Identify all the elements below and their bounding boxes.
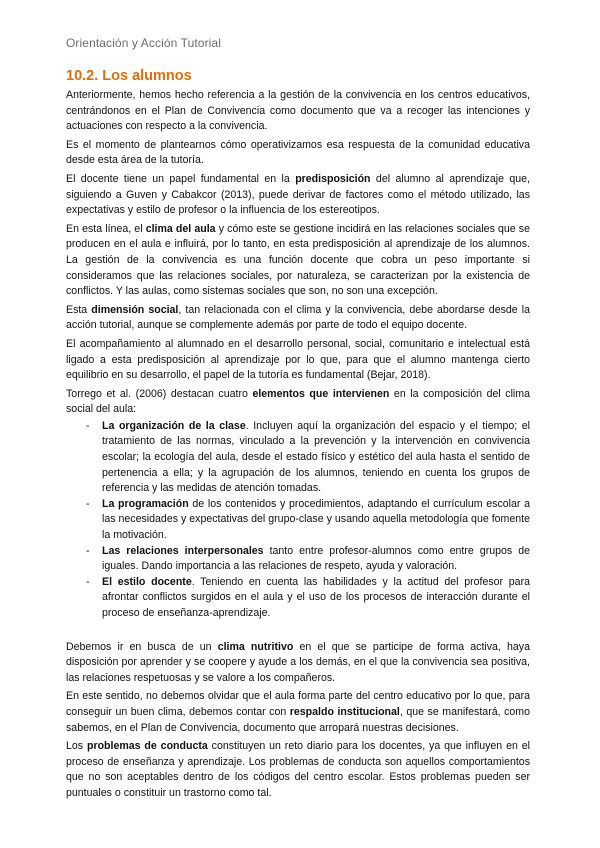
emphasis: respaldo institucional xyxy=(289,705,400,718)
list-item: - Las relaciones interpersonales tanto entre profesor-alumnos como entre grupos de iguales. Dando importancia a las relaciones de respeto, ayuda y valoración. xyxy=(86,544,530,573)
paragraph: En este sentido, no debemos olvidar que el aula forma parte del centro educativo por lo que, para conseguir un buen clima, debemos contar con respaldo institucional, que se manifestará, como sabemos, en el Plan de Convivencia, documento que arropará nuestras decisiones. xyxy=(66,690,530,734)
elements-list xyxy=(66,419,530,622)
list-term: La organización de la clase xyxy=(102,419,246,432)
dash-bullet: - xyxy=(86,575,90,588)
emphasis: predisposición xyxy=(295,172,371,185)
list-item: - La programación de los contenidos y procedimientos, adaptando el currículum escolar a las necesidades y expectativas del grupo-clase y usando aquella metodología que fomente la motivación. xyxy=(86,497,530,542)
running-header: Orientación y Acción Tutorial xyxy=(66,36,221,50)
paragraph: El docente tiene un papel fundamental en la predisposición del alumno al aprendizaje que, siguiendo a Guven y Cabakcor (2013), puede derivar de factores como el método utilizado, las expectativas y estilo de profesor o la influencia de los estereotipos. xyxy=(66,172,530,217)
paragraph: Torrego et al. (2006) destacan cuatro elementos que intervienen en la composición del clima social del aula: xyxy=(66,387,530,416)
emphasis: clima nutritivo xyxy=(217,640,294,653)
paragraph: Los problemas de conducta constituyen un reto diario para los docentes, ya que influyen en el proceso de enseñanza y aprendizaje. Los problemas de conducta son aquellos comportamientos que no son aceptables dentro de los códigos del centro escolar. Estos problemas pueden ser puntuales o constituir un trastorno como tal. xyxy=(66,740,530,799)
document-body xyxy=(66,68,530,805)
dash-bullet: - xyxy=(86,419,90,432)
list-item: - El estilo docente. Teniendo en cuenta las habilidades y la actitud del profesor para afrontar conflictos surgidos en el aula y el uso de los procesos de interacción durante el proceso de enseñanza-aprendizaje. xyxy=(86,575,530,619)
paragraph: Esta dimensión social, tan relacionada con el clima y la convivencia, debe abordarse desde la acción tutorial, aunque se complemente además por parte de todo el equipo docente. xyxy=(66,303,530,332)
paragraph: El acompañamiento al alumnado en el desarrollo personal, social, comunitario e intelectual está ligado a esta predisposición al aprendizaje por lo que, para que el alumno mantenga cierto equilibrio en su desarrollo, el papel de la tutoría es fundamental (Bejar, 2018). xyxy=(66,337,530,382)
paragraph: En esta línea, el clima del aula y cómo este se gestione incidirá en las relaciones sociales que se producen en el aula e influirá, por lo tanto, en esta predisposición al aprendizaje de los alumnos. La gestión de la convivencia es una función docente que cobra un peso importante si consideramos que las relaciones sociales, por naturaleza, se caracterizan por la existencia de conflictos. Y las aulas, como sistemas sociales que son, no son una excepción. xyxy=(66,222,530,298)
emphasis: elementos que intervienen xyxy=(252,387,390,400)
list-term: El estilo docente xyxy=(102,575,192,588)
dash-bullet: - xyxy=(86,497,90,510)
list-term: La programación xyxy=(102,497,189,510)
paragraph: Es el momento de plantearnos cómo operativizamos esa respuesta de la comunidad educativa desde esta área de la tutoría. xyxy=(66,138,530,167)
paragraph: Anteriormente, hemos hecho referencia a la gestión de la convivencia en los centros educativos, centrándonos en el Plan de Convivencia como documento que va a recoger las intenciones y actuaciones con respecto a la convivencia. xyxy=(66,89,530,133)
list-term: Las relaciones interpersonales xyxy=(102,544,264,557)
paragraph: Debemos ir en busca de un clima nutritivo en el que se participe de forma activa, haya disposición por aprender y se coopere y ayude a los demás, en el que la convivencia sea positiva, las relaciones respetuosas y se valore a los compañeros. xyxy=(66,640,530,684)
emphasis: clima del aula xyxy=(145,222,216,235)
spacer xyxy=(66,625,530,640)
emphasis: problemas de conducta xyxy=(86,740,208,753)
list-item: - La organización de la clase. Incluyen aquí la organización del espacio y el tiempo; el tratamiento de las normas, vinculado a la prevención y la intervención en convivencia escolar; la ecología del aula, desde el estado físico y estético del aula hasta el sentido de pertenencia a ella; y la agrupación de los alumnos, teniendo en cuenta los grupos de referencia y las medidas de atención tomadas. xyxy=(86,419,530,495)
emphasis: dimensión social xyxy=(91,303,179,316)
section-title: 10.2. Los alumnos xyxy=(66,68,192,84)
dash-bullet: - xyxy=(86,544,90,557)
